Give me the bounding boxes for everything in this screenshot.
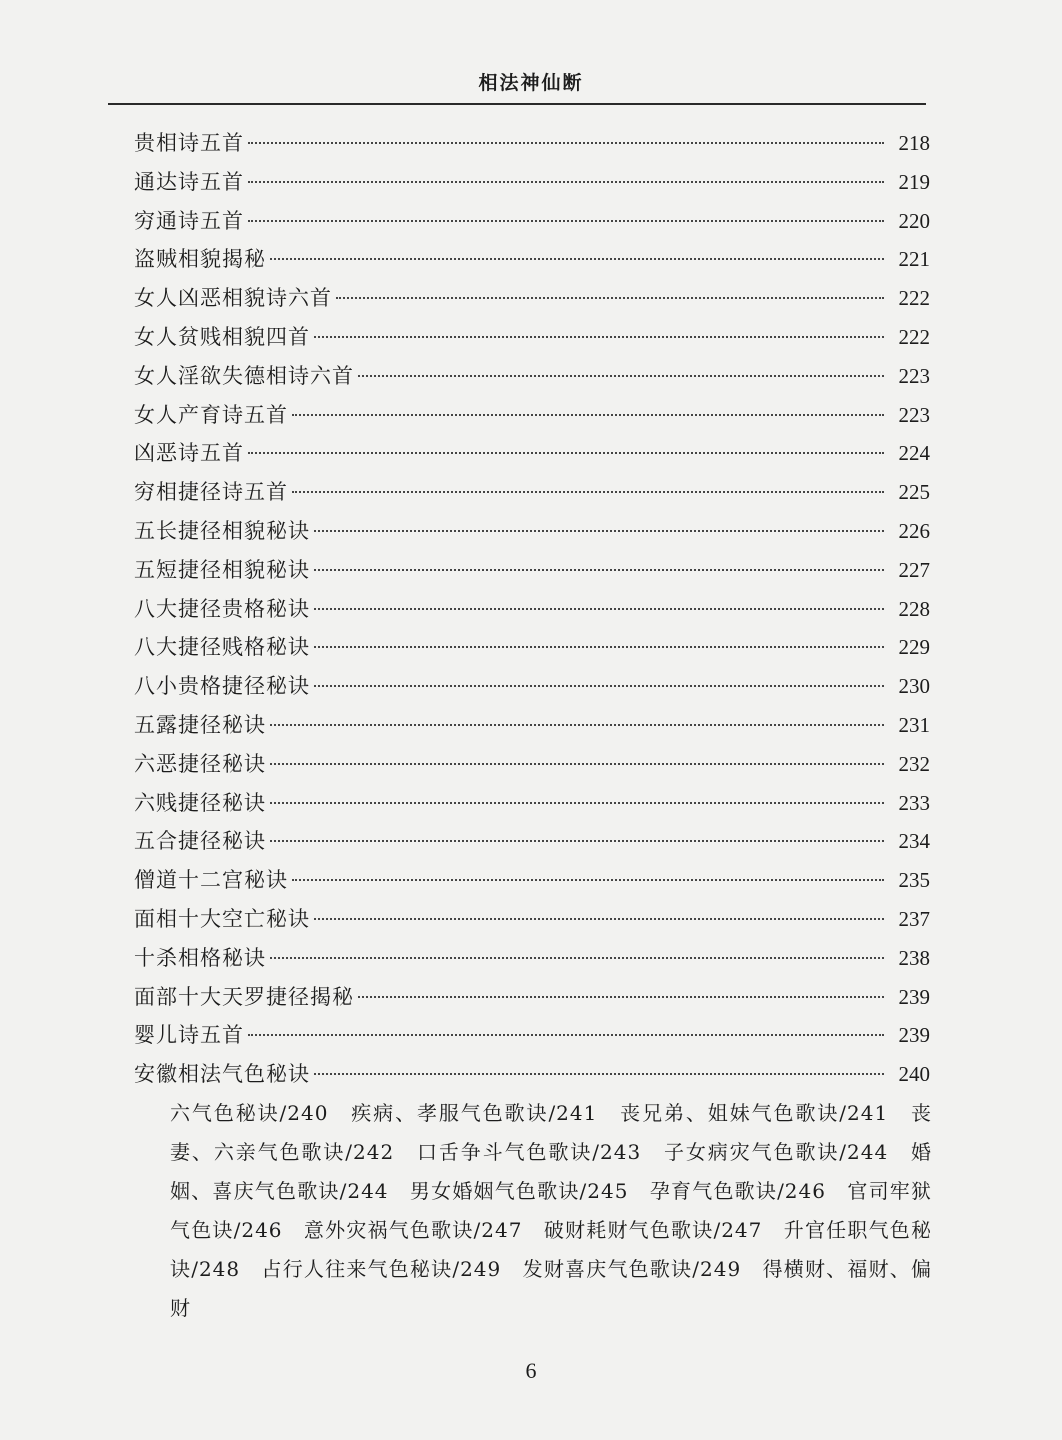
toc-leader — [248, 220, 884, 222]
toc-entry-page: 223 — [898, 402, 930, 427]
toc-entry — [134, 240, 930, 279]
toc-entry-title: 贵相诗五首 — [134, 131, 244, 155]
toc-entry-title: 婴儿诗五首 — [134, 1023, 244, 1048]
toc-leader — [314, 569, 884, 571]
toc-entry-title: 八大捷径贱格秘诀 — [134, 635, 310, 660]
toc-leader — [292, 414, 884, 416]
toc-entry — [134, 745, 930, 784]
toc-entry — [134, 667, 930, 706]
toc-entry-page: 218 — [898, 131, 930, 155]
toc-entry-page: 231 — [898, 712, 930, 737]
toc-entry — [134, 628, 930, 667]
toc-entry — [134, 279, 930, 318]
toc-leader — [314, 646, 884, 648]
toc-entry-title: 女人贫贱相貌四首 — [134, 324, 310, 349]
toc-entry — [134, 978, 930, 1017]
toc-entry-page: 226 — [898, 518, 930, 543]
toc-entry-title: 面部十大天罗捷径揭秘 — [134, 984, 354, 1009]
toc-entry — [134, 124, 930, 163]
toc-entry-page: 222 — [898, 286, 930, 311]
toc-list — [134, 124, 930, 1094]
toc-entry-title: 凶恶诗五首 — [134, 441, 244, 466]
toc-entry-page: 237 — [898, 906, 930, 931]
toc-entry-title: 安徽相法气色秘诀 — [134, 1062, 310, 1087]
toc-entry-title: 六恶捷径秘诀 — [134, 751, 266, 776]
toc-leader — [358, 996, 884, 998]
toc-entry-title: 六贱捷径秘诀 — [134, 790, 266, 815]
toc-entry — [134, 590, 930, 629]
toc-entry — [134, 900, 930, 939]
toc-entry-page: 239 — [898, 984, 930, 1009]
toc-leader — [270, 724, 884, 726]
toc-entry-page: 239 — [898, 1023, 930, 1048]
toc-entry-title: 五长捷径相貌秘诀 — [134, 518, 310, 543]
toc-entry-page: 220 — [898, 208, 930, 233]
toc-entry-page: 222 — [898, 324, 930, 349]
toc-leader — [314, 918, 884, 920]
toc-entry — [134, 357, 930, 396]
toc-entry — [134, 318, 930, 357]
toc-leader — [270, 957, 884, 959]
toc-entry — [134, 202, 930, 241]
toc-entry — [134, 473, 930, 512]
toc-entry-title: 僧道十二宫秘诀 — [134, 868, 288, 893]
toc-entry-title: 通达诗五首 — [134, 169, 244, 194]
toc-entry-title: 八大捷径贵格秘诀 — [134, 596, 310, 621]
toc-entry-page: 221 — [898, 247, 930, 272]
toc-leader — [270, 840, 884, 842]
toc-entry-page: 225 — [898, 480, 930, 505]
toc-leader — [358, 375, 884, 377]
toc-entry-page: 219 — [898, 169, 930, 194]
toc-leader — [314, 608, 884, 610]
toc-entry — [134, 784, 930, 823]
header-rule — [108, 103, 926, 105]
toc-leader — [292, 491, 884, 493]
toc-entry — [134, 939, 930, 978]
toc-entry-title: 女人产育诗五首 — [134, 402, 288, 427]
toc-leader — [248, 142, 884, 144]
toc-entry-page: 228 — [898, 596, 930, 621]
toc-entry — [134, 861, 930, 900]
toc-entry-page: 227 — [898, 557, 930, 582]
toc-entry-page: 233 — [898, 790, 930, 815]
toc-leader — [314, 1073, 884, 1075]
toc-leader — [292, 879, 884, 881]
toc-entry — [134, 551, 930, 590]
toc-entry-page: 240 — [898, 1062, 930, 1087]
toc-leader — [248, 181, 884, 183]
toc-entry-title: 五合捷径秘诀 — [134, 829, 266, 854]
toc-entry-title: 五短捷径相貌秘诀 — [134, 557, 310, 582]
toc-entry-page: 235 — [898, 868, 930, 893]
page-header-title: 相法神仙断 — [478, 72, 584, 94]
toc-entry-title: 穷通诗五首 — [134, 208, 244, 233]
toc-entry-title: 十杀相格秘诀 — [134, 945, 266, 970]
toc-entry-title: 盗贼相貌揭秘 — [134, 247, 266, 272]
toc-entry-page: 234 — [898, 829, 930, 854]
toc-entry — [134, 1016, 930, 1055]
toc-leader — [270, 802, 884, 804]
toc-sub-entries: 六气色秘诀/240 疾病、孝服气色歌诀/241 丧兄弟、姐妹气色歌诀/241 丧妻、六亲气色歌诀/242 口舌争斗气色歌诀/243 子女病灾气色歌诀/244 婚姻、喜庆气色歌诀/244 男女婚姻气色歌诀/245 孕育气色歌诀/246 官司牢狱气色诀/246 意外灾祸气色歌诀/247 破财耗财气色歌诀/247 升官任职气色秘诀/248 占行人往来气色秘诀/249 发财喜庆气色歌诀/249 得横财、福财、偏财 — [170, 1101, 932, 1320]
toc-entry — [134, 512, 930, 551]
toc-entry-page: 230 — [898, 674, 930, 699]
toc-entry — [134, 822, 930, 861]
toc-entry-title: 五露捷径秘诀 — [134, 712, 266, 737]
toc-leader — [248, 1034, 884, 1036]
toc-entry — [134, 434, 930, 473]
toc-entry-page: 232 — [898, 751, 930, 776]
toc-leader — [270, 763, 884, 765]
toc-leader — [314, 336, 884, 338]
toc-entry — [134, 163, 930, 202]
toc-leader — [336, 297, 884, 299]
toc-entry-page: 223 — [898, 363, 930, 388]
toc-entry — [134, 706, 930, 745]
toc-entry-page: 224 — [898, 441, 930, 466]
toc-entry — [134, 396, 930, 435]
toc-entry-title: 女人凶恶相貌诗六首 — [134, 286, 332, 311]
toc-entry-title: 穷相捷径诗五首 — [134, 480, 288, 505]
toc-entry-page: 229 — [898, 635, 930, 660]
toc-leader — [314, 530, 884, 532]
toc-entry-page: 238 — [898, 945, 930, 970]
toc-entry — [134, 1055, 930, 1094]
toc-entry-title: 八小贵格捷径秘诀 — [134, 674, 310, 699]
toc-entry-title: 面相十大空亡秘诀 — [134, 906, 310, 931]
page-number: 6 — [525, 1358, 537, 1383]
toc-leader — [270, 258, 884, 260]
toc-leader — [248, 452, 884, 454]
toc-entry-title: 女人淫欲失德相诗六首 — [134, 363, 354, 388]
toc-leader — [314, 685, 884, 687]
